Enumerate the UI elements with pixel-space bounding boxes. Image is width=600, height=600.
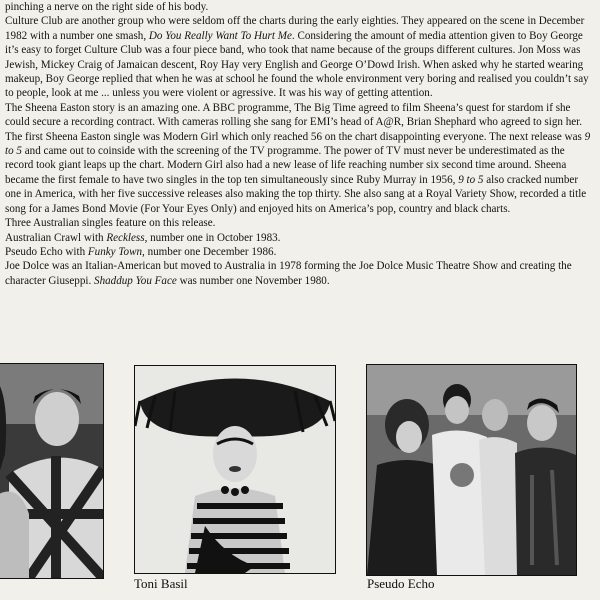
paragraph-australian-crawl	[5, 231, 593, 245]
italic-title: Reckless	[106, 231, 145, 244]
text-run: pinching a nerve on the right side of his body.	[5, 1, 209, 13]
text-run: Pseudo Echo with	[5, 245, 88, 258]
caption-pseudo-echo: Pseudo Echo	[367, 576, 435, 591]
photo-pseudo-echo	[366, 364, 577, 576]
text-run: , number one December 1986.	[142, 245, 277, 258]
italic-title: Shaddup You Face	[94, 274, 177, 287]
article-text	[5, 0, 593, 288]
text-run: . Considering the amount of media attention given to Boy George it’s easy to forget Culture Club was a four piece band, who took that name because of the groups different cultures. Jon Moss was Jewish, Mickey Craig of Jamaican descent, Roy Hay very English and George O’Dowd Irish. When asked why he started wearing makeup, Boy George replied that when he was at school he found the whole environment very boring and realised you couldn’t say to people, look at me ... unless you were violent or agressive. It was his way of getting attention.	[5, 29, 589, 100]
paragraph-pseudo-echo	[5, 245, 593, 259]
text-run: Culture Club are another group who were seldom off the charts during the early eighties. They appeared on the scene in December 1982 with a number one smash,	[5, 15, 585, 42]
text-run: , number one in October 1983.	[144, 231, 281, 244]
text-run: Three Australian singles feature on this release.	[5, 217, 216, 230]
text-run: was number one November 1980.	[176, 274, 330, 287]
paragraph-intro-fragment	[5, 0, 593, 14]
caption-toni-basil: Toni Basil	[134, 576, 188, 591]
text-run: also cracked number one in America, with her five successive releases also making the top thirty. She also sang at a Royal Variety Show, recorded a title song for a James Bond Movie (For Your Eyes Only) and enjoyed hits on America’s pop, country and black charts.	[5, 173, 587, 215]
italic-title: Funky Town	[87, 245, 143, 258]
italic-title: Do You Really Want To Hurt Me	[148, 29, 292, 42]
italic-title: 9 to 5	[5, 130, 591, 158]
paragraph-sheena-easton	[5, 101, 593, 216]
paragraph-culture-club	[5, 14, 593, 100]
text-run: Joe Dolce was an Italian-American but moved to Australia in 1978 forming the Joe Dolce Music Theatre Show and creating the character Giuseppi.	[5, 260, 572, 287]
text-run: Australian Crawl with	[5, 231, 107, 244]
photo-toni-basil	[134, 365, 336, 574]
paragraph-australian-singles	[5, 216, 593, 230]
paragraph-joe-dolce	[5, 259, 593, 288]
text-run: and came out to coinside with the screening of the TV programme. The power of TV must never be underestimated as the record took giant leaps up the chart. Modern Girl also had a new lease of life reaching number six second time around. Sheena became the first female to have two singles in the top ten simultaneously since Ruby Murray in 1956,	[5, 145, 567, 186]
italic-title: 9 to 5	[458, 173, 484, 186]
text-run: The Sheena Easton story is an amazing one. A BBC programme, The Big Time agreed to film Sheena’s quest for stardom if she could secure a recording contract. With cameras rolling she sang for EMI’s head of A@R, Brian Shephard who agreed to sign her. The first Sheena Easton single was Modern Girl which only reached 56 on the chart disappointing everyone. The next release was	[5, 101, 585, 143]
photo-culture-club	[0, 363, 104, 579]
